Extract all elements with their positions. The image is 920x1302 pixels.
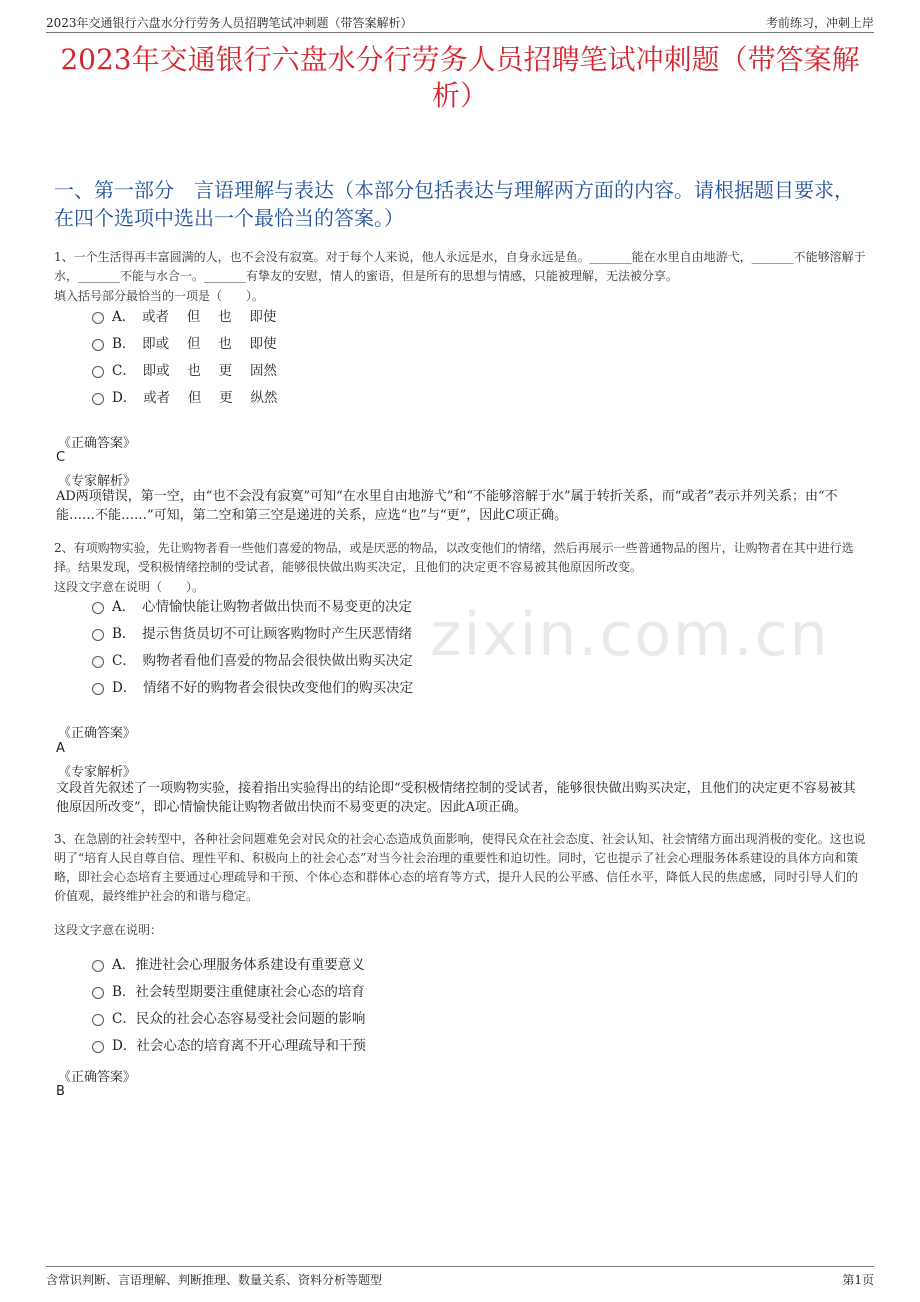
answer-value: A: [56, 741, 65, 756]
radio-icon[interactable]: [92, 366, 104, 378]
option-c[interactable]: [92, 358, 277, 385]
radio-icon[interactable]: [92, 656, 104, 668]
document-title: 2023年交通银行六盘水分行劳务人员招聘笔试冲刺题（带答案解析）: [60, 43, 860, 112]
option-label: B． 即或 但 也 即使: [112, 336, 277, 352]
option-label: D．社会心态的培育离不开心理疏导和干预: [112, 1038, 366, 1054]
option-label: C．民众的社会心态容易受社会问题的影响: [112, 1011, 366, 1027]
answer-value: C: [56, 450, 66, 465]
page-footer: [46, 1266, 874, 1287]
watermark: zixin.com.cn: [430, 600, 830, 670]
question-3-options: [92, 952, 366, 1060]
question-2-stem: 2、有项购物实验，先让购物者看一些他们喜爱的物品，或是厌恶的物品，以改变他们的情绪，然后再展示一些普通物品的图片，让购物者在其中进行选择。结果发现，受积极情绪控制的受试者，能够很快做出购买决定，且他们的决定更不容易被其他原因所改变。: [54, 541, 854, 574]
page-header: [46, 12, 874, 33]
option-label: B．社会转型期要注重健康社会心态的培育: [112, 984, 365, 1000]
question-2-options: [92, 594, 413, 702]
radio-icon[interactable]: [92, 393, 104, 405]
option-d[interactable]: [92, 385, 277, 412]
answer-value: B: [56, 1084, 65, 1099]
answer-label: 《正确答案》: [58, 1070, 137, 1085]
analysis-label: 《专家解析》: [58, 765, 137, 780]
option-d[interactable]: [92, 675, 413, 702]
option-label: D． 或者 但 更 纵然: [112, 390, 278, 406]
radio-icon[interactable]: [92, 602, 104, 614]
option-label: A．推进社会心理服务体系建设有重要意义: [112, 957, 365, 973]
radio-icon[interactable]: [92, 987, 104, 999]
option-label: A． 或者 但 也 即使: [112, 309, 277, 325]
section-heading: 一、第一部分 言语理解与表达（本部分包括表达与理解两方面的内容。请根据题目要求，在四个选项中选出一个最恰当的答案。）: [54, 178, 854, 230]
option-label: C． 购物者看他们喜爱的物品会很快做出购买决定: [112, 653, 413, 669]
option-label: A． 心情愉快能让购物者做出快而不易变更的决定: [112, 599, 412, 615]
option-c[interactable]: [92, 1006, 366, 1033]
radio-icon[interactable]: [92, 312, 104, 324]
option-d[interactable]: [92, 1033, 366, 1060]
question-1-prompt: 填入括号部分最恰当的一项是（ ）。: [54, 289, 265, 303]
option-a[interactable]: [92, 952, 366, 979]
radio-icon[interactable]: [92, 1041, 104, 1053]
option-c[interactable]: [92, 648, 413, 675]
radio-icon[interactable]: [92, 339, 104, 351]
answer-label: 《正确答案》: [58, 436, 137, 451]
radio-icon[interactable]: [92, 683, 104, 695]
header-slogan: 考前练习，冲刺上岸: [765, 16, 874, 30]
option-b[interactable]: [92, 979, 366, 1006]
question-2-prompt: 这段文字意在说明（ ）。: [54, 580, 205, 594]
option-b[interactable]: [92, 331, 277, 358]
option-a[interactable]: [92, 304, 277, 331]
answer-label: 《正确答案》: [58, 726, 137, 741]
option-b[interactable]: [92, 621, 413, 648]
radio-icon[interactable]: [92, 629, 104, 641]
analysis-label: 《专家解析》: [58, 474, 137, 489]
footer-note: 含常识判断、言语理解、判断推理、数量关系、资料分析等题型: [46, 1273, 383, 1287]
question-1-stem: 1、一个生活得再丰富圆满的人，也不会没有寂寞。对于每个人来说，他人永远是水，自身永远是鱼。_______能在水里自由地游弋，_______不能够溶解于水，_______不能与水合一。_______有挚友的安慰，情人的蜜语，但是所有的思想与情感，只能被理解，无法被分享。: [54, 250, 866, 283]
question-3-prompt: 这段文字意在说明：: [54, 923, 163, 937]
option-label: B． 提示售货员切不可让顾客购物时产生厌恶情绪: [112, 626, 413, 642]
analysis-text: AD两项错误，第一空，由“也不会没有寂寞”可知“在水里自由地游弋”和“不能够溶解于水”属于转折关系，而“或者”表示并列关系；由“不能……不能……”可知，第二空和第三空是递进的关系，应选“也”与“更”，因此C项正确。: [56, 489, 838, 523]
question-3-stem: 3、在急剧的社会转型中，各种社会问题难免会对民众的社会心态造成负面影响，使得民众在社会态度、社会认知、社会情绪方面出现消极的变化。这也说明了“培育人民自尊自信、理性平和、积极向上的社会心态”对当今社会治理的重要性和迫切性。同时，它也提示了社会心理服务体系建设的具体方向和策略，即社会心态培育主要通过心理疏导和干预、个体心态和群体心态的培育等方式，提升人民的公平感、信任水平，降低人民的焦虑感，同时引导人们的价值观，最终维护社会的和谐与稳定。: [54, 832, 866, 903]
analysis-text: 文段首先叙述了一项购物实验，接着指出实验得出的结论即“受积极情绪控制的受试者，能够很快做出购买决定，且他们的决定更不容易被其他原因所改变”，即心情愉快能让购物者做出快而不易变更的决定。因此A项正确。: [56, 781, 856, 815]
option-label: D． 情绪不好的购物者会很快改变他们的购买决定: [112, 680, 414, 696]
radio-icon[interactable]: [92, 960, 104, 972]
question-1-options: [92, 304, 277, 412]
header-title: 2023年交通银行六盘水分行劳务人员招聘笔试冲刺题（带答案解析）: [46, 16, 413, 30]
page-number: 第1页: [842, 1273, 874, 1287]
option-a[interactable]: [92, 594, 413, 621]
option-label: C． 即或 也 更 固然: [112, 363, 277, 379]
radio-icon[interactable]: [92, 1014, 104, 1026]
